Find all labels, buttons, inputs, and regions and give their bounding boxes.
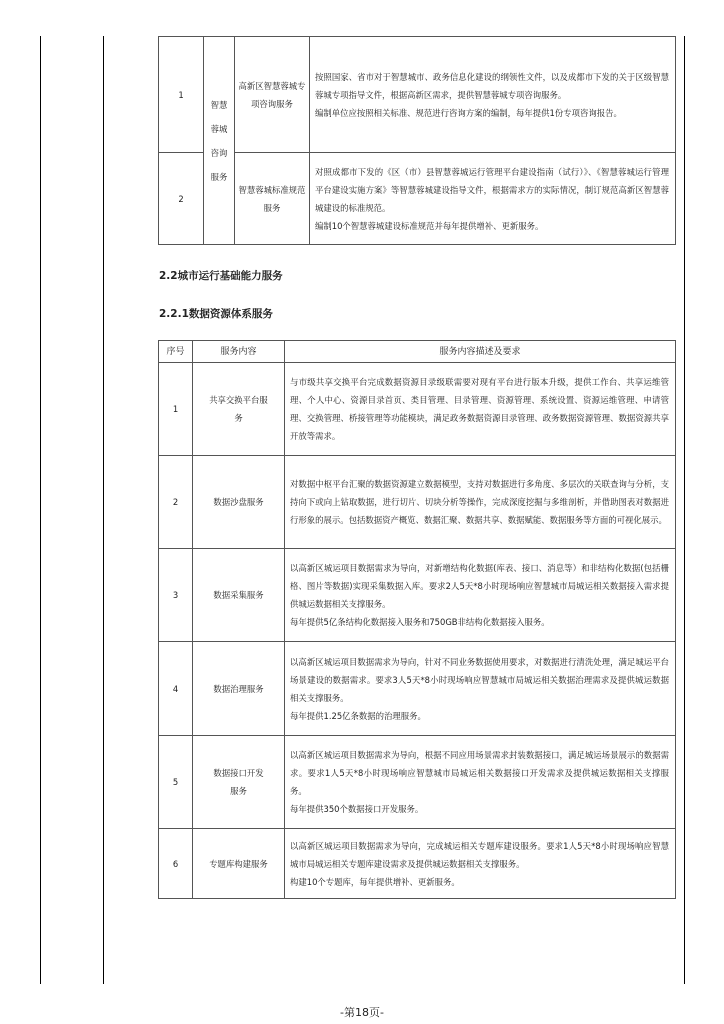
service-name-text: 数据接口开发服务 [213, 768, 264, 796]
row-number: 1 [159, 37, 204, 153]
service-description [285, 642, 676, 736]
description-paragraph: 按照国家、省市对于智慧城市、政务信息化建设的纲领性文件，以及成都市下发的关于区级智慧蓉城专项指导文件，根据高新区需求，提供智慧蓉城专项咨询服务。 [315, 71, 669, 100]
row-number: 4 [159, 642, 193, 736]
section-heading-2-2-1: 2.2.1数据资源体系服务 [159, 308, 273, 320]
table-row [159, 153, 676, 245]
description-paragraph: 每年提供5亿条结构化数据接入服务和750GB非结构化数据接入服务。 [290, 617, 550, 627]
table-row [159, 37, 676, 153]
service-name [193, 642, 285, 736]
description-paragraph: 构建10个专题库，每年提供增补、更新服务。 [290, 876, 460, 887]
service-name [193, 549, 285, 642]
service-name [193, 456, 285, 549]
description-paragraph: 对照成都市下发的《区（市）县智慧蓉城运行管理平台建设指南（试行）》、《智慧蓉城运行管理平台建设实施方案》等智慧蓉城建设指导文件，根据需求方的实际情况，制订规范高新区智慧蓉城建设的标准规范。 [315, 166, 669, 213]
description-paragraph: 以高新区城运项目数据需求为导向，针对不同业务数据使用要求，对数据进行清洗处理，满足城运平台场景建设的数据需求。要求3人5天*8小时现场响应智慧城市局城运相关数据治理需求及提供城运数据相关支撑服务。 [290, 656, 669, 703]
row-number: 3 [159, 549, 193, 642]
service-description [285, 829, 676, 899]
row-number: 1 [159, 363, 193, 456]
service-name-text: 智慧蓉城标准规范服务 [238, 184, 306, 213]
service-description [285, 549, 676, 642]
service-name-text: 数据采集服务 [213, 590, 264, 600]
service-description [285, 456, 676, 549]
header-content: 服务内容 [193, 341, 285, 363]
left-border-line-1 [40, 36, 41, 984]
left-border-line-2 [103, 36, 104, 984]
row-number: 2 [159, 153, 204, 245]
header-no: 序号 [159, 341, 193, 363]
right-border-line [684, 36, 685, 984]
description-paragraph: 与市级共享交换平台完成数据资源目录级联需要对现有平台进行版本升级，提供工作台、共享运维管理、个人中心、资源目录首页、类目管理、目录管理、资源管理、系统设置、资源运维管理、申请管理、交换管理、桥接管理等功能模块，满足政务数据资源目录管理、政务数据资源管理、数据资源共享开放等需求。 [290, 377, 669, 441]
table-row [159, 456, 676, 549]
service-name [193, 829, 285, 899]
service-description [310, 153, 676, 245]
consulting-services-table [158, 36, 676, 245]
service-description [285, 736, 676, 829]
header-description: 服务内容描述及要求 [285, 341, 676, 363]
description-paragraph: 编制单位应按照相关标准、规范进行咨询方案的编制，每年提供1份专项咨询报告。 [315, 107, 622, 118]
description-paragraph: 每年提供350个数据接口开发服务。 [290, 804, 424, 814]
table-row [159, 549, 676, 642]
service-name [193, 363, 285, 456]
table-row [159, 363, 676, 456]
table-row [159, 829, 676, 899]
table-row [159, 642, 676, 736]
service-name [235, 153, 310, 245]
description-paragraph: 编制10个智慧蓉城建设标准规范并每年提供增补、更新服务。 [315, 220, 544, 231]
data-resource-services-table [158, 340, 676, 899]
service-name-text: 专题库构建服务 [209, 858, 268, 869]
service-name [235, 37, 310, 153]
category-cell [204, 37, 235, 245]
table-row [159, 736, 676, 829]
service-name-text: 数据沙盘服务 [213, 497, 264, 507]
description-paragraph: 以高新区城运项目数据需求为导向，完成城运相关专题库建设服务。要求1人5天*8小时现场响应智慧城市局城运相关专题库建设需求及提供城运数据相关支撑服务。 [290, 840, 669, 869]
description-paragraph: 每年提供1.25亿条数据的治理服务。 [290, 710, 426, 721]
section-heading-2-2: 2.2城市运行基础能力服务 [159, 270, 283, 282]
description-paragraph: 对数据中枢平台汇聚的数据资源建立数据模型，支持对数据进行多角度、多层次的关联查询与分析，支持向下或向上钻取数据，进行切片、切块分析等操作，完成深度挖掘与多维剖析，并借助图表对数据进行形象的展示。包括数据资产概览、数据汇聚、数据共享、数据赋能、数据服务等方面的可视化展示。 [290, 479, 669, 525]
service-name-text: 共享交换平台服务 [209, 395, 268, 423]
table-header-row [159, 341, 676, 363]
row-number: 6 [159, 829, 193, 899]
service-name-text: 数据治理服务 [213, 683, 264, 694]
description-paragraph: 以高新区城运项目数据需求为导向，对新增结构化数据(库表、接口、消息等）和非结构化数据(包括栅格、图片等数据)实现采集数据入库。要求2人5天*8小时现场响应智慧城市局城运相关数据接入需求提供城运数据相关支撑服务。 [290, 563, 669, 609]
service-name [193, 736, 285, 829]
description-paragraph: 以高新区城运项目数据需求为导向，根据不同应用场景需求封装数据接口，满足城运场景展示的数据需求。要求1人5天*8小时现场响应智慧城市局城运相关数据接口开发需求及提供城运数据相关支撑服务。 [290, 750, 669, 796]
row-number: 5 [159, 736, 193, 829]
service-description [310, 37, 676, 153]
service-description [285, 363, 676, 456]
category-label: 智慧蓉城咨询服务 [210, 99, 228, 182]
row-number: 2 [159, 456, 193, 549]
page-number: -第18页- [340, 1006, 384, 1019]
service-name-text: 高新区智慧蓉城专项咨询服务 [238, 80, 306, 109]
